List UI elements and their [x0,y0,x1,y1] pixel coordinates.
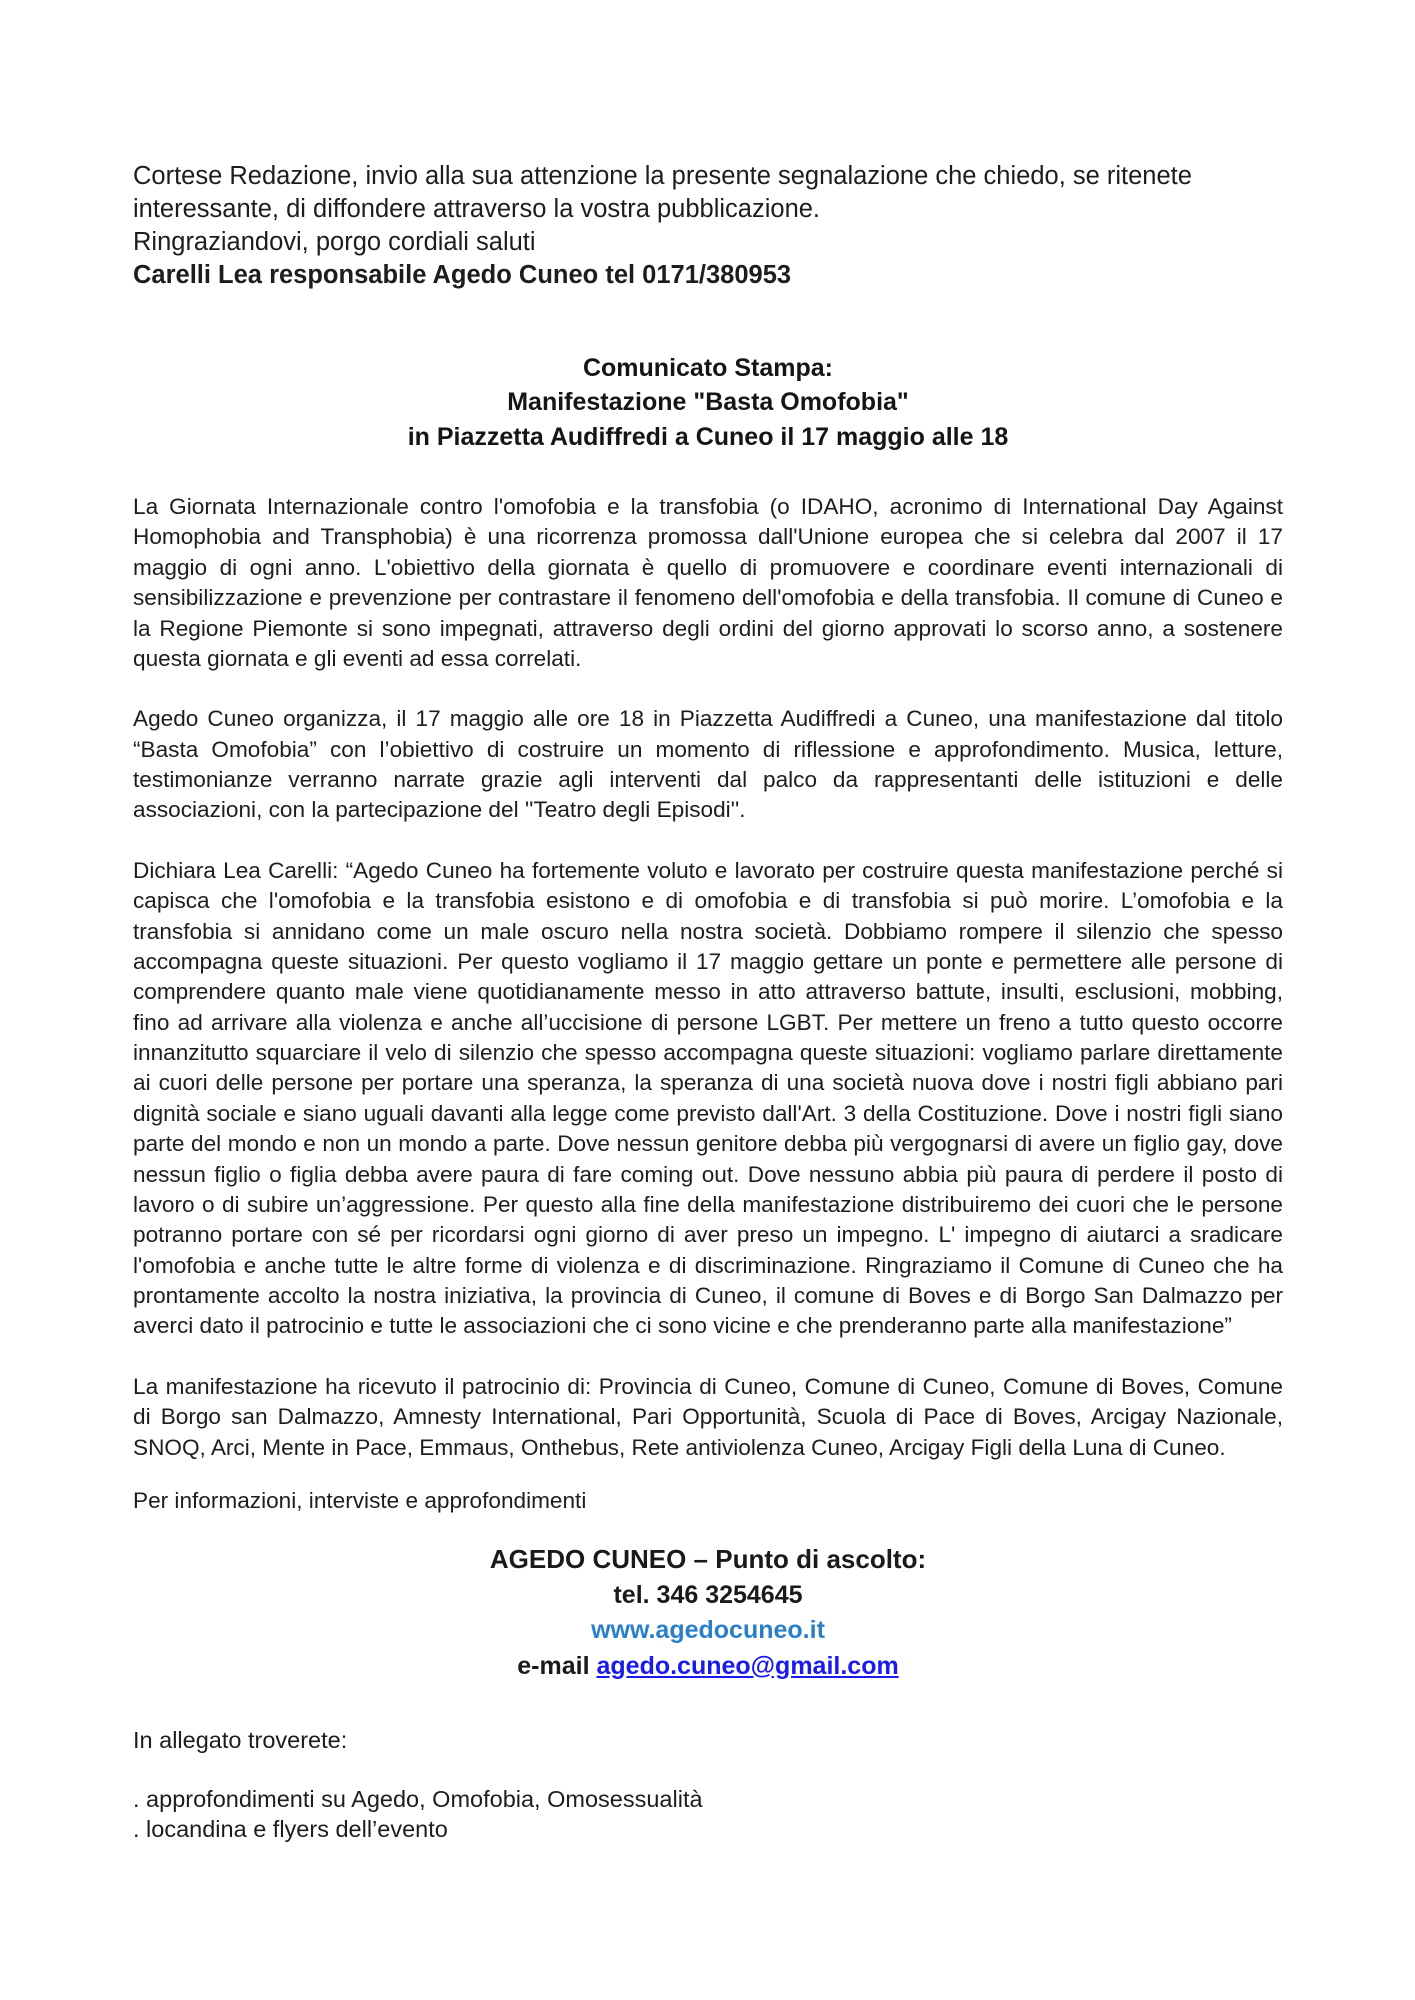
intro-block [133,160,1283,293]
contact-website-line [133,1614,1283,1648]
intro-line-3-signature: Carelli Lea responsabile Agedo Cuneo tel 0171/380953 [133,261,792,290]
website-link[interactable]: www.agedocuneo.it [591,1616,825,1645]
email-link[interactable]: agedo.cuneo@gmail.com [596,1651,899,1680]
attachments-heading: In allegato troverete: [133,1727,348,1754]
attachments-block [133,1725,1283,1845]
contact-block [133,1542,1283,1683]
title-line-3: in Piazzetta Audiffredi a Cuneo il 17 maggio alle 18 [407,422,1009,451]
intro-line-1: Cortese Redazione, invio alla sua attenzione la presente segnalazione che chiedo, se ritenete interessante, di diffondere attraverso la vostra pubblicazione. [133,162,1192,224]
contact-phone: tel. 346 3254645 [613,1580,803,1609]
title-line-2: Manifestazione "Basta Omofobia" [507,388,909,417]
intro-line-2: Ringraziandovi, porgo cordiali saluti [133,228,536,257]
attachment-item-2: . locandina e flyers dell’evento [133,1816,448,1843]
paragraph-idaho-background: La Giornata Internazionale contro l'omofobia e la transfobia (o IDAHO, acronimo di International Day Against Homophobia and Transphobia) è una ricorrenza promossa dall'Unione europea che si celebra dal 2007 il 17 maggio di ogni anno. L'obiettivo della giornata è quello di promuovere e coordinare eventi internazionali di sensibilizzazione e prevenzione per contrastare il fenomeno dell'omofobia e della transfobia. Il comune di Cuneo e la Regione Piemonte si sono impegnati, attraverso degli ordini del giorno approvati lo scorso anno, a sostenere questa giornata e gli eventi ad essa correlati. [133,494,1283,671]
title-line-1: Comunicato Stampa: [582,353,834,382]
paragraph-event-details: Agedo Cuneo organizza, il 17 maggio alle ore 18 in Piazzetta Audiffredi a Cuneo, una manifestazione dal titolo “Basta Omofobia” con l’obiettivo di costruire un momento di riflessione e approfondimento. Musica, letture, testimonianze verranno narrate grazie agli interventi dal palco da rappresentanti delle istituzioni e delle associazioni, con la partecipazione del ''Teatro degli Episodi''. [133,706,1283,823]
spacer [133,1756,1283,1784]
paragraph-info-contact-line: Per informazioni, interviste e approfondimenti [133,1487,587,1513]
email-label: e-mail [517,1651,597,1680]
paragraph-patrocinio-list: La manifestazione ha ricevuto il patrocinio di: Provincia di Cuneo, Comune di Cuneo, Comune di Boves, Comune di Borgo san Dalmazzo, Amnesty International, Pari Opportunità, Scuola di Pace di Boves, Arcigay Nazionale, SNOQ, Arci, Mente in Pace, Emmaus, Onthebus, Rete antiviolenza Cuneo, Arcigay Figli della Luna di Cuneo. [133,1373,1283,1460]
attachment-item-1: . approfondimenti su Agedo, Omofobia, Omosessualità [133,1785,703,1812]
paragraph-quote-lea-carelli: Dichiara Lea Carelli: “Agedo Cuneo ha fortemente voluto e lavorato per costruire questa manifestazione perché si capisca che l'omofobia e la transfobia esistono e di omofobia e di transfobia si può morire. L’omofobia e la transfobia si annidano come un male oscuro nella nostra società. Dobbiamo rompere il silenzio che spesso accompagna queste situazioni. Per questo vogliamo il 17 maggio gettare un ponte e permettere alle persone di comprendere quanto male viene quotidianamente messo in atto attraverso battute, insulti, esclusioni, mobbing, fino ad arrivare alla violenza e anche all’uccisione di persone LGBT. Per mettere un freno a tutto questo occorre innanzitutto squarciare il velo di silenzio che spesso accompagna queste situazioni: vogliamo parlare direttamente ai cuori delle persone per portare una speranza, la speranza di una società nuova dove i nostri figli abbiano pari dignità sociale e siano uguali davanti alla legge come previsto dall'Art. 3 della Costituzione. Dove i nostri figli siano parte del mondo e non un mondo a parte. Dove nessun genitore debba più vergognarsi di avere un figlio gay, dove nessun figlio o figlia debba avere paura di fare coming out. Dove nessuno abbia più paura di perdere il posto di lavoro o di subire un’aggressione. Per questo alla fine della manifestazione distribuiremo dei cuori che le persone potranno portare con sé per ricordarsi ogni giorno di aver preso un impegno. L' impegno di aiutarci a sradicare l'omofobia e anche tutte le altre forme di violenza e di discriminazione. Ringraziamo il Comune di Cuneo che ha prontamente accolto la nostra iniziativa, la provincia di Cuneo, il comune di Boves e di Borgo San Dalmazzo per averci dato il patrocinio e tutte le associazioni che ci sono vicine e che prenderanno parte alla manifestazione” [133,857,1283,1339]
contact-org-name: AGEDO CUNEO – Punto di ascolto: [489,1543,927,1574]
press-release-title [133,351,1283,455]
contact-email-line [133,1650,1283,1684]
document-content [133,160,1283,1845]
